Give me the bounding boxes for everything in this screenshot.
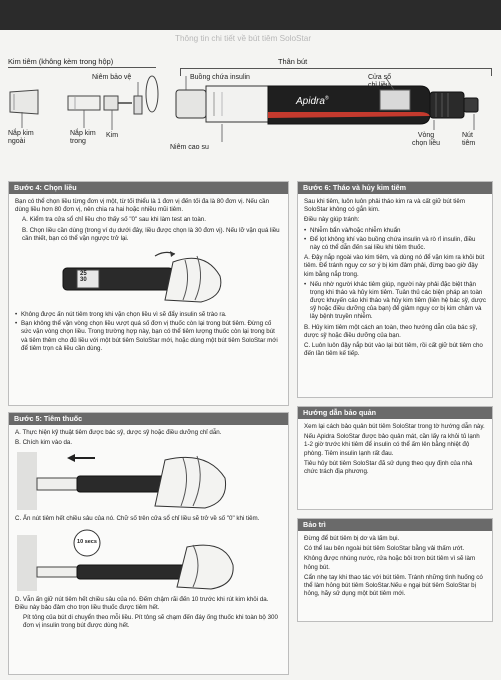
section-maintenance [297,518,493,622]
maintenance-p2: Có thể lau bên ngoài bút tiêm SoloStar bằng vải thấm ướt. [304,545,465,553]
section-title: Bước 4: Chọn liều [9,182,288,194]
step4-b: B. Chọn liều cần dùng (trong ví dụ dưới đây, liều được chọn là 30 đơn vị). Nếu lỡ vặn quá liều cần thiết, bạn có thể vặn ngược trở lại. [22,226,280,242]
label-inner-cap: Nắp kim trong [70,130,96,146]
maintenance-p3: Không được nhúng nước, rửa hoặc bôi trơn bút tiêm vì sẽ làm hỏng bút. [304,555,476,571]
pen-brand-label [296,95,329,108]
insert-needle-drawing [15,450,283,512]
step4-bullets [15,311,282,353]
section-storage [297,406,493,510]
storage-p1: Xem lại cách bảo quản bút tiêm SoloStar trong tờ hướng dẫn này. [304,423,485,430]
step6-intro: Sau khi tiêm, luôn luôn phải tháo kim ra và cất giữ bút tiêm SoloStar không có gắn kim. [304,198,465,214]
dose-number-30: 30 [80,277,87,284]
section-title: Hướng dẫn bảo quản [298,407,492,419]
step5-a: A. Thực hiện kỹ thuật tiêm được bác sỹ, dược sỹ hoặc điều dưỡng chỉ dẫn. [15,429,222,436]
section-step-4 [8,181,289,406]
press-button-drawing [15,527,283,593]
step6-c: C. Luôn luôn đậy nắp bút vào lại bút tiêm, rồi cất giữ bút tiêm cho đến lần tiêm kế tiếp. [304,342,483,358]
dose-select-drawing [15,246,283,308]
label-needle: Kim [106,132,119,139]
label-outer-cap: Nắp kim ngoài [8,130,34,146]
list-item: • Nếu nhờ người khác tiêm giúp, người này phải đặc biệt thận trọng khi tháo và hủy kim tiêm. Tuân thủ các biện pháp an toàn được khuyến cáo khi tháo và hủy kim tiêm (liên hệ bác sỹ, dược sỹ hoặc điều dưỡng của bạn) để giảm nguy cơ bị kim châm và lây bệnh truyền nhiễm. [304,281,486,322]
pen-brand-mark: ® [324,95,329,102]
timer-label: 10 secs [77,538,97,545]
step6-help: Điều này giúp tránh: [304,216,360,224]
storage-p3: Tiêu hủy bút tiêm SoloStar đã sử dụng theo quy định của nhà chức trách địa phương. [304,459,473,475]
section-title: Bảo trì [298,519,492,531]
storage-p2: Nếu Apidra SoloStar được bảo quản mát, cần lấy ra khỏi tủ lạnh 1-2 giờ trước khi tiêm để insulin có thể ấm lên bằng nhiệt độ phòng. Tiêm insulin lạnh rất đau. [304,433,480,457]
seal-ring-shape [146,76,158,112]
step4-intro: Bạn có thể chọn liều từng đơn vị một, từ tối thiểu là 1 đơn vị đến tối đa là 80 đơn vị. Nếu cần dùng liều hơn 80 đơn vị, nên chia ra hai hoặc nhiều mũi tiêm. [15,198,270,214]
pen-diagram [0,52,501,172]
label-inject-button: Nút tiêm [462,132,476,148]
label-seal: Niêm bảo vệ [92,74,132,81]
step5-c: C. Ấn nút tiêm hết chiều sâu của nó. Chữ số trên cửa sổ chỉ liều sẽ trở về số "0" khi tiêm. [15,515,260,523]
list-item: • Không được ấn nút tiêm trong khi vặn chọn liều vì sẽ đẩy insulin sẽ trào ra. [15,311,282,319]
pen-brand-name: Apidra [296,96,325,107]
top-banner [0,0,501,30]
label-cartridge: Buồng chứa insulin [190,74,250,81]
section-title: Bước 6: Tháo và hủy kim tiêm [298,182,492,194]
section-title: Bước 5: Tiêm thuốc [9,413,288,425]
step6-help-bullets [304,227,486,253]
insert-needle-illustration [15,450,282,512]
section-step-6 [297,181,493,398]
step4-a: A. Kiểm tra cửa sổ chỉ liều cho thấy số "0" sau khi làm test an toàn. [22,216,206,224]
maintenance-p1: Đừng để bút tiêm bị dơ và lấm bụi. [304,535,400,542]
seal-shape [134,96,142,114]
pen-group-title: Thân bút [278,57,308,66]
maintenance-p4: Cẩn nhẹ tay khi thao tác với bút tiêm. Tránh những tình huống có thể làm hỏng bút tiêm SoloStar.Nếu e ngại bút tiêm SoloStar bị hỏng, hãy sử dụng một bút tiêm mới. [304,573,483,598]
step6-a-bullets [304,281,486,322]
needle-shape [104,96,132,110]
section-step-5 [8,412,289,675]
inner-cap-shape [68,96,100,110]
faded-title: Thông tin chi tiết về bút tiêm SoloStar [175,34,312,43]
list-item: • Để lọt không khí vào buồng chứa insulin và rò rỉ insulin, điều này có thể dẫn đến sai liều khi tiêm thuốc. [304,236,486,252]
list-item: • Nhiễm bẩn và/hoặc nhiễm khuẩn [304,227,486,235]
dose-window-readout [80,271,87,284]
dose-number-25: 25 [80,270,87,277]
step5-d-note: Pít tông của bút di chuyển theo mỗi liều. Pít tông sẽ chạm đến đáy ống thuốc khi toàn bộ 300 đơn vị insulin trong bút được dùng hết. [23,613,278,630]
label-rubber-seal: Niêm cao su [170,144,209,151]
dose-select-illustration [15,246,282,308]
step5-d: D. Vẫn ấn giữ nút tiêm hết chiều sâu của nó. Đếm chậm rãi đến 10 trước khi rút kim khỏi da. Điều này bảo đảm cho trọn liều thuốc được tiêm hết. [15,595,269,611]
pen-diagram-drawing [0,52,501,172]
step6-b: B. Hủy kim tiêm một cách an toàn, theo hướng dẫn của bác sỹ, dược sỹ hoặc điều dưỡng của bạn. [304,323,478,339]
press-button-illustration [15,527,282,593]
label-dose-selector: Vòng chọn liều [412,132,441,148]
step6-a: A. Đậy nắp ngoài vào kim tiêm, và dùng nó để vặn kim ra khỏi bút tiêm. Để tránh nguy cơ sơ ý bị kim đâm phải, đừng bao giờ đậy kim bằng nắp trong. [304,254,485,278]
step5-b: B. Chích kim vào da. [15,439,73,447]
label-dose-window: Cửa sổ chỉ liều [368,74,391,90]
list-item: • Bạn không thể vặn vòng chọn liều vượt quá số đơn vị thuốc còn lại trong bút tiêm. Đừng cố sức vặn vòng chọn liều. Trong trường hợp này, bạn có thể tiêm lượng thuốc còn lại trong bút và tiêm thêm cho đủ liều với một bút tiêm SoloStar mới, hoặc dùng một bút tiêm SoloStar mới để tiêm trọn cả liều cần dùng. [15,320,282,353]
outer-cap-shape [10,90,38,114]
needle-group-title: Kim tiêm (không kèm trong hộp) [8,57,114,66]
